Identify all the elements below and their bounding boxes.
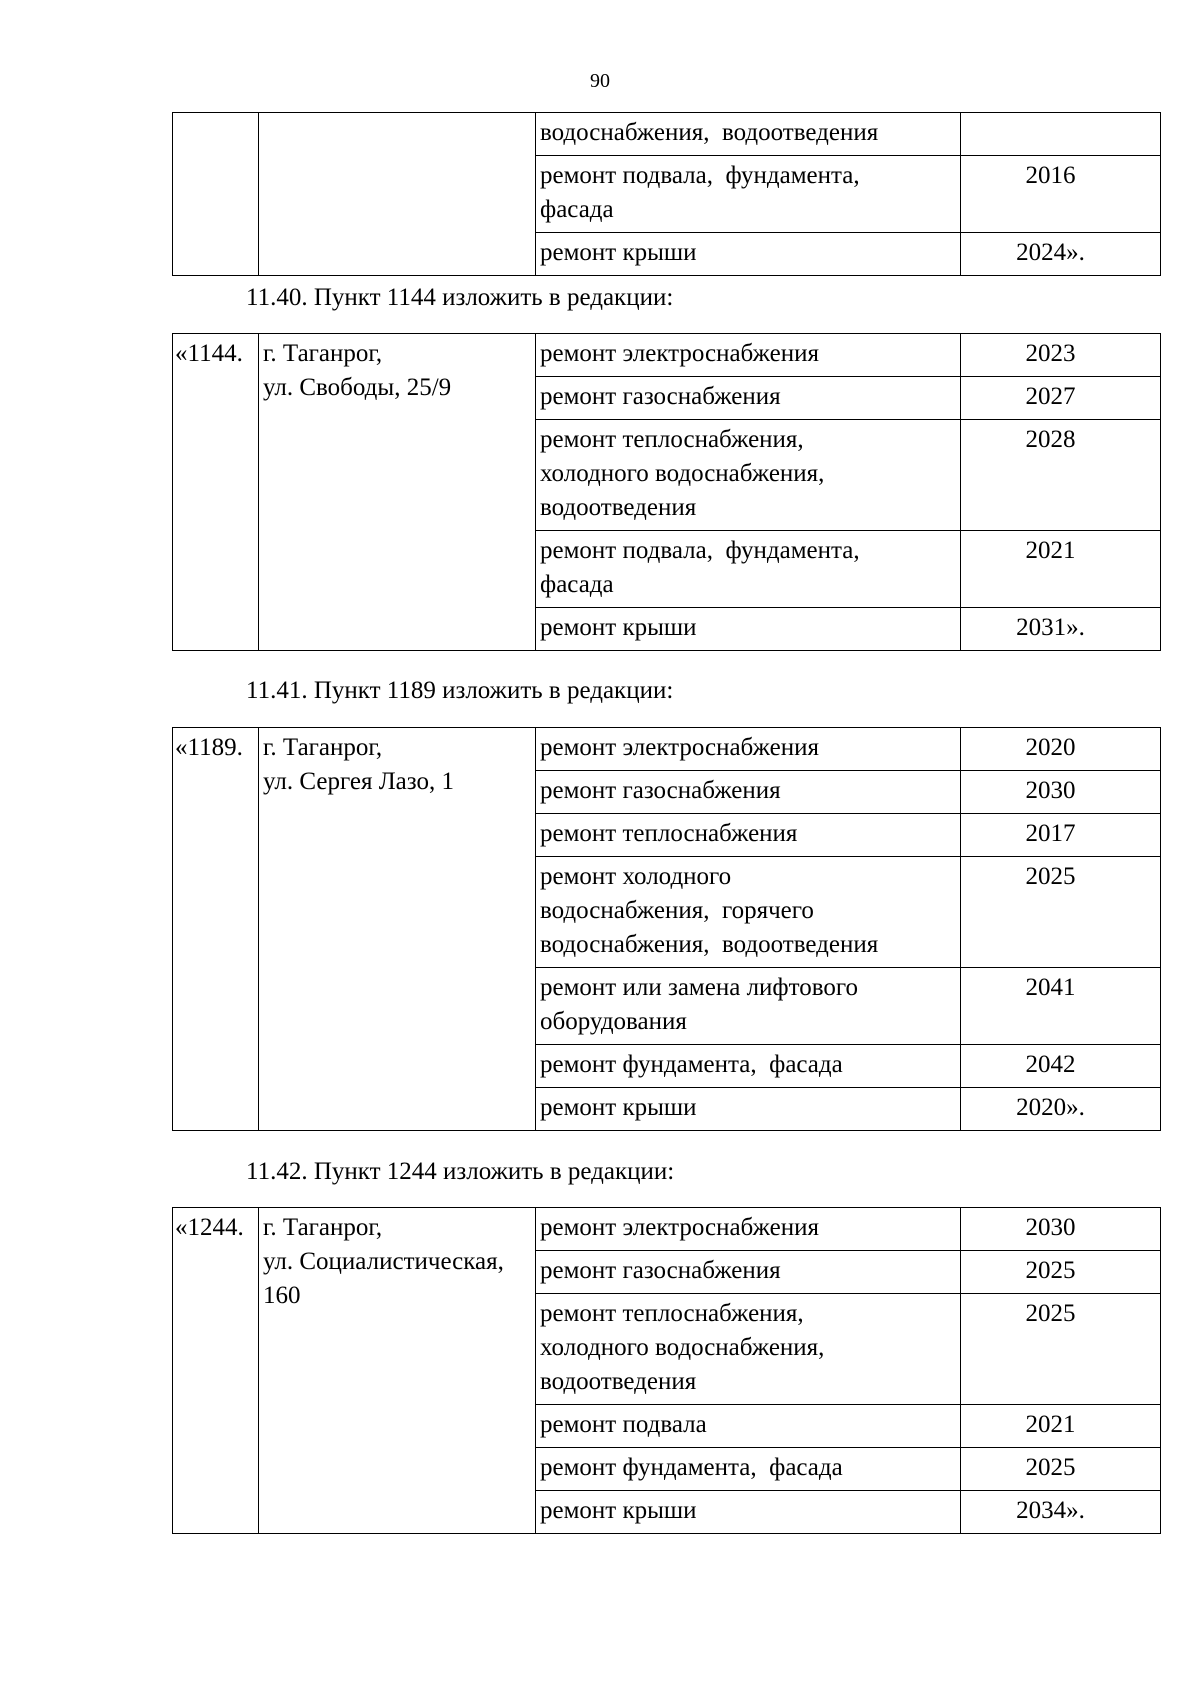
work-cell: ремонт электроснабжения: [536, 728, 961, 771]
year-cell: [961, 113, 1161, 156]
work-cell: ремонт крыши: [536, 1491, 961, 1534]
year-cell: 2030: [961, 771, 1161, 814]
year-cell: 2028: [961, 420, 1161, 531]
work-cell: ремонт фундамента, фасада: [536, 1448, 961, 1491]
work-cell: ремонт крыши: [536, 1088, 961, 1131]
year-cell: 2030: [961, 1208, 1161, 1251]
item-number: «1144.: [173, 334, 259, 651]
year-cell: 2025: [961, 1294, 1161, 1405]
year-cell: 2021: [961, 531, 1161, 608]
instruction-11-42: 11.42. Пункт 1244 изложить в редакции:: [246, 1158, 675, 1185]
page-number: 90: [590, 70, 610, 92]
table-row: [173, 334, 1161, 377]
work-cell: ремонт газоснабжения: [536, 1251, 961, 1294]
instruction-11-40: 11.40. Пункт 1144 изложить в редакции:: [246, 284, 674, 311]
work-cell: ремонт теплоснабжения, холодного водоснабжения, водоотведения: [536, 420, 961, 531]
work-cell: ремонт холодного водоснабжения, горячего водоснабжения, водоотведения: [536, 857, 961, 968]
year-cell: 2025: [961, 1251, 1161, 1294]
work-cell: ремонт фундамента, фасада: [536, 1045, 961, 1088]
year-cell: 2020: [961, 728, 1161, 771]
continuation-table: [172, 112, 1161, 276]
year-cell: 2041: [961, 968, 1161, 1045]
year-cell: 2021: [961, 1405, 1161, 1448]
work-cell: ремонт подвала, фундамента, фасада: [536, 156, 961, 233]
year-cell: 2024».: [961, 233, 1161, 276]
instruction-11-41: 11.41. Пункт 1189 изложить в редакции:: [246, 677, 674, 704]
item-number: «1244.: [173, 1208, 259, 1534]
item-number: «1189.: [173, 728, 259, 1131]
table-row: [173, 1208, 1161, 1251]
work-cell: ремонт теплоснабжения: [536, 814, 961, 857]
year-cell: 2025: [961, 1448, 1161, 1491]
item-table-1144: [172, 333, 1161, 651]
work-cell: ремонт крыши: [536, 233, 961, 276]
work-cell: водоснабжения, водоотведения: [536, 113, 961, 156]
year-cell: 2034».: [961, 1491, 1161, 1534]
number-cell: [173, 113, 259, 276]
table-row: [173, 728, 1161, 771]
year-cell: 2027: [961, 377, 1161, 420]
address-cell: [259, 113, 536, 276]
work-cell: ремонт электроснабжения: [536, 1208, 961, 1251]
year-cell: 2031».: [961, 608, 1161, 651]
work-cell: ремонт подвала: [536, 1405, 961, 1448]
item-table-1244: [172, 1207, 1161, 1534]
work-cell: ремонт теплоснабжения, холодного водоснабжения, водоотведения: [536, 1294, 961, 1405]
item-table-1189: [172, 727, 1161, 1131]
work-cell: ремонт газоснабжения: [536, 377, 961, 420]
year-cell: 2017: [961, 814, 1161, 857]
work-cell: ремонт электроснабжения: [536, 334, 961, 377]
year-cell: 2025: [961, 857, 1161, 968]
work-cell: ремонт крыши: [536, 608, 961, 651]
work-cell: ремонт подвала, фундамента, фасада: [536, 531, 961, 608]
year-cell: 2042: [961, 1045, 1161, 1088]
year-cell: 2023: [961, 334, 1161, 377]
table-row: [173, 113, 1161, 156]
item-address: г. Таганрог, ул. Социалистическая, 160: [259, 1208, 536, 1534]
item-address: г. Таганрог, ул. Свободы, 25/9: [259, 334, 536, 651]
item-address: г. Таганрог, ул. Сергея Лазо, 1: [259, 728, 536, 1131]
work-cell: ремонт газоснабжения: [536, 771, 961, 814]
work-cell: ремонт или замена лифтового оборудования: [536, 968, 961, 1045]
year-cell: 2016: [961, 156, 1161, 233]
year-cell: 2020».: [961, 1088, 1161, 1131]
